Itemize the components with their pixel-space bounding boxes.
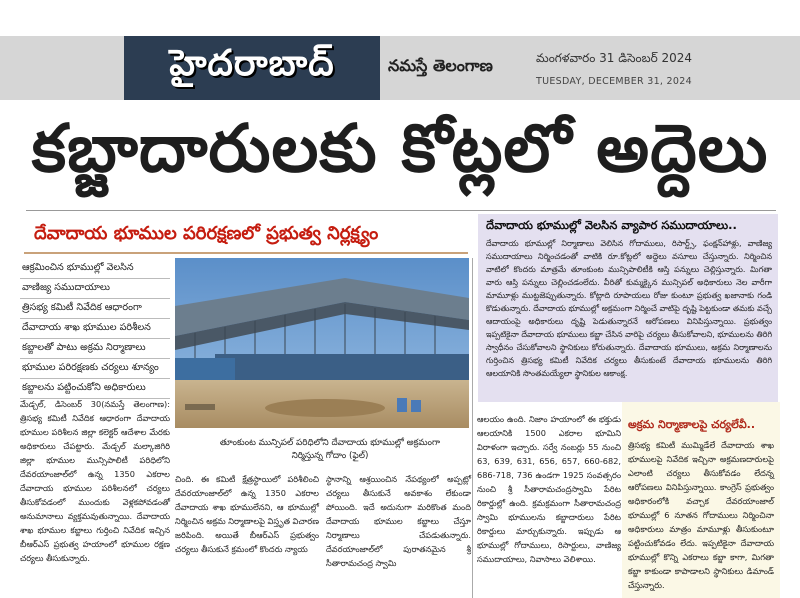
sidebar-box-bottom-text: త్రిసభ్య కమిటీ ముమ్మిడేలే దేవాదాయ శాఖ భూములపై నివేదిక ఇచ్చినా అక్రమణదారులపై ఎలాంటి చర్యలు తీసుకోవడం లేదన్న ఆరోపణలు వినిపిస్తున్నాయి. కాంగ్రెస్ ప్రభుత్వం అధికారంలోకి వచ్చాక దేవరయాంజాల్ భూముల్లో 6 నూతన గోదాములు నిర్మించినా అధికారులు మాత్రం మామూళ్లు తీసుకుంటూ పట్టించుకోవడం లేదు. ఇప్పటికైనా దేవాదాయ భూముల్లో కొన్ని ఎకరాలు కబ్జా కాగా, మిగతా కబ్జా కాకుండా కాపాడాలని స్థానికులు డిమాండ్ చేస్తున్నారు.	[628, 440, 774, 590]
sidebar-box-bottom-heading: అక్రమ నిర్మాణాలపై చర్యలేవీ..	[628, 418, 755, 431]
headline: కబ్జాదారులకు కోట్లలో అద్దెలు	[31, 109, 769, 187]
column-divider	[472, 258, 473, 598]
subheadline: దేవాదాయ భూముల పరిరక్షణలో ప్రభుత్వ నిర్లక్ష్యం	[24, 218, 468, 254]
highlight-item: దేవాదాయ శాఖ భూముల పరిశీలన	[20, 319, 170, 339]
highlight-item: కబ్జాలతో పాటు అక్రమ నిర్మాణాలు	[20, 339, 170, 359]
highlight-item: కబ్జాలను పట్టించుకోని అధికారులు	[20, 379, 170, 399]
highlights-list	[20, 259, 170, 399]
highlight-item: వాణిజ్య సముదాయాలు	[20, 279, 170, 299]
date-english: TUESDAY, DECEMBER 31, 2024	[536, 76, 692, 87]
sidebar-box-top-text: దేవాదాయ భూముల్లో నిర్మాణాలు వెలిసిన గోదాములు, రిసార్ట్స్, ఫంక్షన్‌హాళ్లు, వాణిజ్య సముదాయాలు నిర్మించడంతో వాటికి రూ.కోట్లలో అద్దెలు వసూలు చేస్తున్నారు. నిర్మించిన వాటిలో కొందరు మాత్రమే తూంకుంట మున్సిపాలిటీకి ఆస్తి పన్నులు చెల్లిస్తున్నారు. మిగతా వారు ఆస్తి పన్నులు చెల్లించడంలేదు. వీరితో కుమ్మక్కైన మున్సిపల్ అధికారులు నెల వారీగా మామూళ్లు ముట్టజెప్పుతున్నారు. కోట్లాది రూపాయలు రోజు కుంటూ ప్రభుత్వ ఖజానాకు గండి కొడుతున్నారు. దేవాదాయ భూముల్లో అక్రమంగా నిర్మించే వాటిపై దృష్టి పెట్టకుండా తమకు వచ్చే ఆదాయంపై అధికారులు దృష్టి పెడుతున్నారనే ఆరోపణలు వినిపిస్తున్నాయి. ప్రభుత్వం ఇప్పటికైనా దేవాదాయ భూములు కబ్జా చేసిన వారిపై చర్యలు తీసుకోవాలని, భూములను తిరిగి స్వాధీనం చేసుకోవాలని స్థానికులు కోరుతున్నారు. దేవాదాయ భూములు, అక్రమ నిర్మాణాలను గుర్తించిన త్రిసభ్య కమిటీ నివేదిక చర్యలు తీసుకుంటే దేవాదాయ భూములను తిరిగి ఆలయానికి సొంతమయ్యేలా స్థానికుల ఆకాంక్ష.	[486, 239, 772, 378]
date-telugu: మంగళవారం 31 డిసెంబర్ 2024	[536, 51, 693, 65]
photo-caption: తూంకుంట మున్సిపల్ పరిధిలోని దేవాదాయ భూముల్లో అక్రమంగా నిర్మిస్తున్న గోదాం (ఫైల్)	[219, 438, 441, 461]
highlight-item: భూముల పరిరక్షణకు చర్యలు శూన్యం	[20, 359, 170, 379]
highlight-item: త్రిసభ్య కమిటీ నివేదిక ఆధారంగా	[20, 299, 170, 319]
highlight-item: ఆక్రమించిన భూముల్లో వెలసిన	[20, 259, 170, 279]
sidebar-box-top-heading: దేవాదాయ భూముల్లో వెలసిన వ్యాపార సముదాయాలు..	[486, 218, 737, 232]
headline-rule	[26, 210, 776, 211]
section-banner	[124, 36, 380, 100]
article-column-4: ఆలయం ఉంది. నిజాం హయాంలో ఈ భక్తుడు ఆలయానికి 1500 ఎకరాల భూమిని విరాళంగా ఇచ్చారు. సర్వే నంబర్లు 55 నుంచి 63, 639, 631, 656, 657, 660-682, 686-718, 736 ఉండగా 1925 సంవత్సరం నుంచి శ్రీ సీతారామచంద్రస్వామి పేరిట రికార్డుల్లో ఉంది. క్రమక్రమంగా సీతారామచంద్ర స్వామి భూములను కబ్జాదారులు పేరిట రికార్డులు మార్చుకున్నారు. ఇప్పుడు ఆ భూముల్లో గోదాములు, రిసార్టులు, వాణిజ్య సముదాయాలు, నివాసాలు వెలిశాయి.	[477, 414, 621, 564]
article-column-1: మేడ్చల్, డిసెంబర్ 30(నమస్తే తెలంగాణ): త్రిసభ్య కమిటీ నివేదిక ఆధారంగా దేవాదాయ భూముల పరిశీలన జిల్లా కలెక్టర్ ఆదేశాల మేరకు అధికారులు చేపట్టారు. మేడ్చల్ మల్కాజిగిరి జిల్లా భూముల మున్సిపాలిటీ పరిధిలోని దేవరయాంజాల్‌లో ఉన్న 1350 ఎకరాల దేవాదాయ భూముల పరిశీలనలో చర్యలు తీసుకోవడంలో ముందుకు వెళ్లకపోవడంతో అనుమానాలు వ్యక్తమవుతున్నాయి. దేవాదాయ శాఖ భూముల కబ్జాలు గుర్తించి నివేదిక ఇచ్చిన బీఆర్ఎస్ ప్రభుత్వ హయాంలో భూముల రక్షణ చర్యలు తీసుకున్నారు.	[20, 399, 170, 563]
article-column-3: స్థానాన్ని ఆశ్రయించిన నేపథ్యంలో అప్పట్లో చర్యలు తీసుకునే అవకాశం లేకుండా పోయింది. ఇదే అదునుగా మరికొంత మంది దేవాదాయ భూముల కబ్జాలు చేస్తూ నిర్మాణాలు చేపడుతున్నారు. దేవరయాంజాల్‌లో పురాతనమైన శ్రీ సీతారామచంద్ర స్వామి	[326, 474, 471, 568]
section-title: హైదరాబాద్	[169, 43, 335, 84]
paper-name: నమస్తే తెలంగాణ	[388, 56, 493, 75]
article-column-2: చింది. ఈ కమిటీ క్షేత్రస్థాయిలో పరిశీలించి దేవరయాంజాల్‌లో ఉన్న 1350 ఎకరాల దేవాదాయ శాఖ భూములేనని, ఆ భూముల్లో నిర్మించిన అక్రమ నిర్మాణాలపై విస్తృత విచారణ జరిపింది. అయితే బీఆర్ఎస్ ప్రభుత్వం చర్యలు తీసుకునే క్రమంలో కొందరు న్యాయ	[175, 474, 320, 554]
news-photo	[175, 258, 469, 428]
